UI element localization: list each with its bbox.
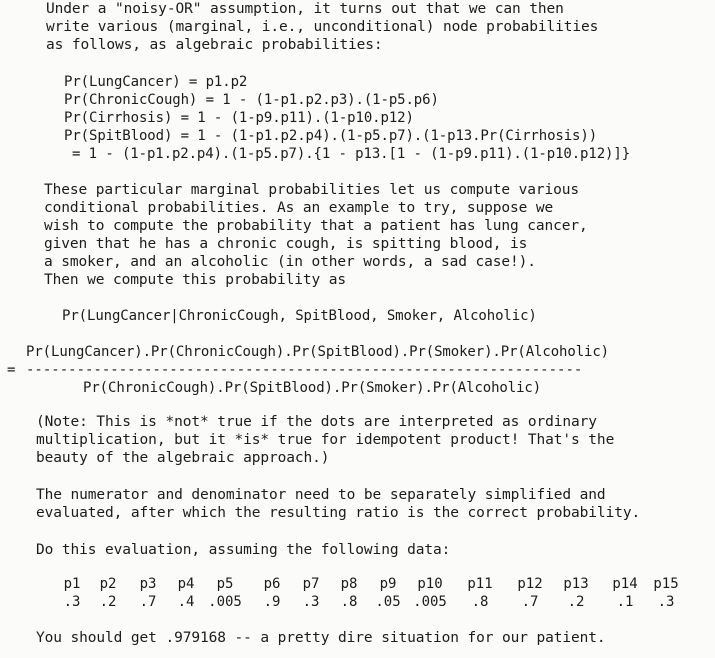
table-value-p12: .7 <box>521 594 539 610</box>
table-value-p7: .3 <box>302 594 320 610</box>
table-value-p10: .005 <box>413 594 447 610</box>
table-header-p1: p1 <box>63 576 81 592</box>
paragraph2-line-1: These particular marginal probabilities let us compute various <box>44 182 580 198</box>
table-header-p3: p3 <box>139 576 157 592</box>
fraction-numerator: Pr(LungCancer).Pr(ChronicCough).Pr(SpitBlood).Pr(Smoker).Pr(Alcoholic) <box>26 344 610 360</box>
table-header-p7: p7 <box>302 576 320 592</box>
conditional-probability: Pr(LungCancer|ChronicCough, SpitBlood, Smoker, Alcoholic) <box>62 308 537 324</box>
paragraph2-line-5: a smoker, and an alcoholic (in other words, a sad case!). <box>44 254 536 270</box>
formula-spit-blood: Pr(SpitBlood) = 1 - (1-p1.p2.p4).(1-p5.p7).(1-p13.Pr(Cirrhosis)) <box>64 128 598 144</box>
formula-lung-cancer: Pr(LungCancer) = p1.p2 <box>64 74 248 90</box>
table-header-p9: p9 <box>379 576 397 592</box>
paragraph2-line-2: conditional probabilities. As an example to try, suppose we <box>44 200 554 216</box>
table-header-p12: p12 <box>517 576 543 592</box>
paragraph2-line-6: Then we compute this probability as <box>44 272 347 288</box>
fraction-equals-sign: = <box>7 362 16 378</box>
conclusion-line: You should get .979168 -- a pretty dire situation for our patient. <box>36 630 606 646</box>
table-header-p11: p11 <box>467 576 493 592</box>
table-value-p11: .8 <box>471 594 489 610</box>
table-value-p2: .2 <box>99 594 117 610</box>
fraction-denominator: Pr(ChronicCough).Pr(SpitBlood).Pr(Smoker).Pr(Alcoholic) <box>83 380 542 396</box>
table-header-p6: p6 <box>263 576 281 592</box>
formula-spit-blood-expanded: = 1 - (1-p1.p2.p4).(1-p5.p7).{1 - p13.[1 - (1-p9.p11).(1-p10.p12)]} <box>72 146 631 162</box>
table-value-p15: .3 <box>657 594 675 610</box>
note-line-2: multiplication, but it *is* true for idempotent product! That's the <box>36 432 615 448</box>
fraction-bar: ------------------------------------------------------------------ <box>26 362 583 378</box>
intro-line-1: Under a "noisy-OR" assumption, it turns out that we can then <box>46 1 564 17</box>
instruction-line: Do this evaluation, assuming the following data: <box>36 542 451 558</box>
formula-cirrhosis: Pr(Cirrhosis) = 1 - (1-p9.p11).(1-p10.p12) <box>64 110 414 126</box>
table-value-p9: .05 <box>375 594 401 610</box>
table-header-p15: p15 <box>653 576 679 592</box>
table-header-p5: p5 <box>216 576 234 592</box>
probability-data-table <box>0 575 715 615</box>
table-header-p8: p8 <box>340 576 358 592</box>
table-value-p14: .1 <box>616 594 634 610</box>
formula-chronic-cough: Pr(ChronicCough) = 1 - (1-p1.p2.p3).(1-p5.p6) <box>64 92 439 108</box>
table-header-p10: p10 <box>417 576 443 592</box>
table-value-p13: .2 <box>567 594 585 610</box>
table-header-p14: p14 <box>612 576 638 592</box>
table-value-p6: .9 <box>263 594 281 610</box>
paragraph3-line-1: The numerator and denominator need to be separately simplified and <box>36 487 606 503</box>
table-value-p5: .005 <box>208 594 242 610</box>
table-header-p2: p2 <box>99 576 117 592</box>
note-line-3: beauty of the algebraic approach.) <box>36 450 330 466</box>
table-value-p3: .7 <box>139 594 157 610</box>
intro-line-3: as follows, as algebraic probabilities: <box>46 37 383 53</box>
paragraph2-line-3: wish to compute the probability that a patient has lung cancer, <box>44 218 588 234</box>
paragraph3-line-2: evaluated, after which the resulting ratio is the correct probability. <box>36 505 641 521</box>
note-line-1: (Note: This is *not* true if the dots are interpreted as ordinary <box>36 414 597 430</box>
paragraph2-line-4: given that he has a chronic cough, is spitting blood, is <box>44 236 528 252</box>
table-header-p13: p13 <box>563 576 589 592</box>
table-value-p1: .3 <box>63 594 81 610</box>
table-value-p4: .4 <box>177 594 195 610</box>
table-header-p4: p4 <box>177 576 195 592</box>
table-value-p8: .8 <box>340 594 358 610</box>
intro-line-2: write various (marginal, i.e., unconditional) node probabilities <box>46 19 599 35</box>
